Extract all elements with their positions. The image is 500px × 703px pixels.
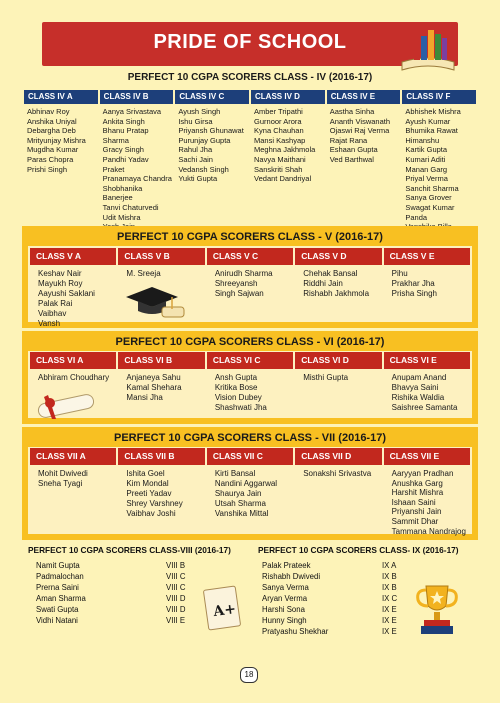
student-name: Anjaneya Sahu bbox=[126, 373, 181, 382]
list-item: Palak Prateek IX A bbox=[262, 561, 397, 570]
class4-heading: PERFECT 10 CGPA SCORERS CLASS - IV (2016-17) bbox=[127, 72, 373, 83]
student-name: Ojaswi Raj Verma bbox=[329, 126, 390, 136]
class-label: CLASS VI C bbox=[207, 352, 293, 369]
student-name: Udit Mishra bbox=[102, 212, 141, 222]
student-name: Abhinav Roy bbox=[27, 107, 70, 116]
student-name: Keshav Nair bbox=[38, 269, 82, 278]
student-name: Eshaan Gupta bbox=[329, 145, 378, 155]
class-label: CLASS IV C bbox=[175, 90, 249, 104]
student-name: Aaryyan Pradhan bbox=[391, 469, 454, 478]
student-name: Rishabh Jakhmola bbox=[303, 289, 370, 298]
class5-section bbox=[22, 226, 478, 328]
class-label: CLASS IV F bbox=[402, 90, 476, 104]
names-list bbox=[118, 369, 204, 403]
list-item: Namit Gupta VIII B bbox=[36, 561, 186, 570]
student-name: Gracy Singh bbox=[102, 145, 144, 155]
class5-heading: PERFECT 10 CGPA SCORERS CLASS - V (2016-17) bbox=[117, 231, 383, 243]
student-name: Priyanshi Jain bbox=[391, 507, 442, 517]
class-label: CLASS VII B bbox=[118, 448, 204, 465]
class5-col-a bbox=[30, 248, 116, 329]
class-label: CLASS VII D bbox=[295, 448, 381, 465]
class-label: CLASS VII E bbox=[384, 448, 470, 465]
student-name: Kim Mondal bbox=[126, 479, 169, 488]
class-label: CLASS VI B bbox=[118, 352, 204, 369]
student-name: Nandini Aggarwal bbox=[214, 479, 278, 488]
student-name: Shaurya Jain bbox=[214, 489, 262, 498]
class-label: CLASS V D bbox=[295, 248, 381, 265]
student-name: Singh Sajwan bbox=[214, 289, 264, 298]
class4-col-c bbox=[175, 90, 249, 232]
list-item: Padmalochan VIII C bbox=[36, 572, 186, 581]
student-name: Priyansh Ghunawat bbox=[178, 126, 244, 136]
class-label: CLASS V C bbox=[207, 248, 293, 265]
student-name: Mugdha Kumar bbox=[27, 145, 79, 155]
class-label: CLASS VI E bbox=[384, 352, 470, 369]
list-item: Hunny Singh IX E bbox=[262, 616, 397, 625]
student-name: Shrey Varshney bbox=[126, 499, 183, 508]
list-item: Aman Sharma VIII D bbox=[36, 594, 186, 603]
list-item: Pratyashu Shekhar IX E bbox=[262, 627, 397, 636]
class-label: CLASS IV E bbox=[327, 90, 401, 104]
names-list bbox=[402, 104, 476, 232]
names-list bbox=[327, 104, 401, 165]
student-name: Preeti Yadav bbox=[126, 489, 172, 498]
page-title: PRIDE OF SCHOOL bbox=[153, 31, 347, 53]
student-name: Sanskriti Shah bbox=[254, 164, 303, 174]
names-list bbox=[295, 465, 381, 479]
diploma-scroll-icon bbox=[30, 389, 100, 423]
student-name: Aayushi Saklani bbox=[38, 289, 95, 298]
list-item: Harshi Sona IX E bbox=[262, 605, 397, 614]
class-label: CLASS IV D bbox=[251, 90, 325, 104]
student-name: Chehak Bansal bbox=[303, 269, 358, 278]
student-name: Mansi Jha bbox=[126, 393, 163, 402]
student-name: Ansh Gupta bbox=[214, 373, 258, 382]
class6-section bbox=[22, 331, 478, 424]
class-label: CLASS VI D bbox=[295, 352, 381, 369]
student-name: Debargha Deb bbox=[27, 126, 76, 136]
student-name: Rishika Waldia bbox=[391, 393, 445, 402]
student-name: Gurnoor Arora bbox=[254, 116, 302, 126]
student-name: Ved Barthwal bbox=[329, 154, 374, 164]
student-name: Vansh bbox=[38, 319, 61, 328]
names-list bbox=[24, 104, 98, 174]
page-number: 18 bbox=[240, 667, 258, 683]
student-name: Prakhar Jha bbox=[391, 279, 435, 288]
class5-col-e bbox=[384, 248, 470, 329]
names-list bbox=[295, 369, 381, 383]
class9-heading: PERFECT 10 CGPA SCORERS CLASS- IX (2016-17) bbox=[258, 545, 459, 555]
list-item: Prerna Saini VIII C bbox=[36, 583, 186, 592]
class-label: CLASS VII C bbox=[207, 448, 293, 465]
student-name: Vaibhav bbox=[38, 309, 67, 318]
names-list bbox=[251, 104, 325, 184]
student-name: Utsah Sharma bbox=[214, 499, 266, 508]
student-name: Vaibhav Joshi bbox=[126, 509, 176, 518]
mortarboard-icon bbox=[126, 283, 186, 323]
class7-col-d bbox=[295, 448, 381, 536]
student-name: Kamal Shehara bbox=[126, 383, 182, 392]
student-name: Shreeyansh bbox=[214, 279, 258, 288]
student-name: Anushka Garg bbox=[391, 478, 443, 488]
class5-col-c bbox=[207, 248, 293, 329]
student-name: Bhumika Rawat bbox=[405, 126, 458, 136]
names-list bbox=[118, 265, 204, 279]
student-name: Bhavya Saini bbox=[391, 383, 439, 392]
student-name: Harshit Mishra bbox=[391, 488, 444, 498]
class-label: CLASS V E bbox=[384, 248, 470, 265]
names-list bbox=[384, 265, 470, 299]
student-name: Misthi Gupta bbox=[303, 373, 349, 382]
class-label: CLASS IV B bbox=[100, 90, 174, 104]
student-name: Tammana Nandrajog bbox=[391, 526, 466, 536]
class7-heading: PERFECT 10 CGPA SCORERS CLASS - VII (2016-17) bbox=[113, 432, 386, 444]
books-icon bbox=[400, 24, 456, 72]
student-name: Priyal Verma bbox=[405, 174, 448, 184]
student-name: Ayush Singh bbox=[178, 107, 221, 116]
list-item: Swati Gupta VIII D bbox=[36, 605, 186, 614]
class4-col-a bbox=[24, 90, 98, 232]
list-item: Vidhi Natani VIII E bbox=[36, 616, 186, 625]
class6-col-b bbox=[118, 352, 204, 428]
list-item: Rishabh Dwivedi IX B bbox=[262, 572, 397, 581]
names-list bbox=[118, 465, 204, 519]
student-name: Ishita Goel bbox=[126, 469, 165, 478]
class-label: CLASS VI A bbox=[30, 352, 116, 369]
student-name: Himanshu bbox=[405, 135, 440, 145]
student-name: Aastha Sinha bbox=[329, 107, 375, 116]
names-list bbox=[30, 369, 116, 383]
student-name: Abhiram Choudhary bbox=[38, 373, 110, 382]
student-name: Riddhi Jain bbox=[303, 279, 343, 288]
student-name: Abhishek Mishra bbox=[405, 107, 461, 116]
class5-col-d bbox=[295, 248, 381, 329]
student-name: Kartik Gupta bbox=[405, 145, 448, 155]
class-label: CLASS V A bbox=[30, 248, 116, 265]
names-list bbox=[295, 265, 381, 299]
student-name: Navya Maithani bbox=[254, 154, 306, 164]
student-name: Amber Tripathi bbox=[254, 107, 303, 116]
student-name: Mansi Kashyap bbox=[254, 135, 306, 145]
student-name: Vision Dubey bbox=[214, 393, 262, 402]
graded-paper-icon bbox=[200, 584, 244, 632]
student-name: Mayukh Roy bbox=[38, 279, 83, 288]
student-name: Prisha Singh bbox=[391, 289, 437, 298]
student-name: Sonakshi Srivastva bbox=[303, 469, 372, 478]
student-name: Pranamaya Chandra bbox=[102, 174, 172, 184]
list-item: Sanya Verma IX B bbox=[262, 583, 397, 592]
student-name: Sneha Tyagi bbox=[38, 479, 83, 488]
student-name: Vanshika Mittal bbox=[214, 509, 269, 518]
names-list bbox=[30, 265, 116, 329]
student-name: Aanya Srivastava bbox=[102, 107, 162, 116]
class7-col-e bbox=[384, 448, 470, 536]
class4-col-d bbox=[251, 90, 325, 232]
student-name: Ishaan Saini bbox=[391, 497, 436, 507]
class7-col-c bbox=[207, 448, 293, 536]
student-name: Paras Chopra bbox=[27, 154, 74, 164]
class-label: CLASS IV A bbox=[24, 90, 98, 104]
class-label: CLASS VII A bbox=[30, 448, 116, 465]
class5-col-b bbox=[118, 248, 204, 329]
names-list bbox=[384, 465, 470, 536]
class7-col-a bbox=[30, 448, 116, 536]
student-name: Palak Rai bbox=[38, 299, 73, 308]
names-list bbox=[384, 369, 470, 413]
student-name: Sachi Jain bbox=[178, 154, 213, 164]
student-name: M. Sreeja bbox=[126, 269, 161, 278]
names-list bbox=[207, 369, 293, 413]
student-name: Purunjay Gupta bbox=[178, 135, 231, 145]
student-name: Pihu bbox=[391, 269, 408, 278]
class4-col-f bbox=[402, 90, 476, 232]
student-name: Pandhi Yadav bbox=[102, 154, 149, 164]
student-name: Praket bbox=[102, 164, 125, 174]
student-name: Ananth Viswanath bbox=[329, 116, 391, 126]
student-name: Saishree Samanta bbox=[391, 403, 458, 412]
list-item: Aryan Verma IX C bbox=[262, 594, 398, 603]
student-name: Tanvi Chaturvedi bbox=[102, 202, 159, 212]
student-name: Manan Garg bbox=[405, 164, 448, 174]
class6-col-e bbox=[384, 352, 470, 428]
class8-heading: PERFECT 10 CGPA SCORERS CLASS-VIII (2016-17) bbox=[28, 545, 231, 555]
names-list bbox=[175, 104, 249, 184]
student-name: Vedant Dandriyal bbox=[254, 174, 312, 184]
student-name: Sanchit Sharma bbox=[405, 183, 459, 193]
student-name: Anshika Uniyal bbox=[27, 116, 77, 126]
title-banner bbox=[42, 22, 458, 66]
names-list bbox=[100, 104, 174, 232]
names-list bbox=[207, 465, 293, 519]
student-name: Shobhanika Banerjee bbox=[102, 183, 143, 203]
student-name: Ayush Kumar bbox=[405, 116, 451, 126]
class4-col-e bbox=[327, 90, 401, 232]
student-name: Meghna Jakhmola bbox=[254, 145, 316, 155]
student-name: Ankita Singh bbox=[102, 116, 145, 126]
class6-col-c bbox=[207, 352, 293, 428]
student-name: Swagat Kumar Panda bbox=[405, 202, 455, 222]
student-name: Sammit Dhar bbox=[391, 516, 439, 526]
class6-heading: PERFECT 10 CGPA SCORERS CLASS - VI (2016-17) bbox=[115, 336, 385, 348]
class6-col-d bbox=[295, 352, 381, 428]
student-name: Kritika Bose bbox=[214, 383, 258, 392]
class4-section bbox=[22, 70, 478, 230]
class-label: CLASS V B bbox=[118, 248, 204, 265]
student-name: Rahul Jha bbox=[178, 145, 213, 155]
student-name: Ishu Girsa bbox=[178, 116, 213, 126]
student-name: Sanya Grover bbox=[405, 193, 452, 203]
student-name: Shashwati Jha bbox=[214, 403, 267, 412]
class7-section bbox=[22, 427, 478, 540]
class4-col-b bbox=[100, 90, 174, 232]
student-name: Vedansh Singh bbox=[178, 164, 229, 174]
student-name: Mohit Dwivedi bbox=[38, 469, 88, 478]
student-name: Mrityunjay Mishra bbox=[27, 135, 86, 145]
student-name: Yukti Gupta bbox=[178, 174, 218, 184]
student-name: Kyna Chauhan bbox=[254, 126, 304, 136]
trophy-icon bbox=[412, 580, 462, 638]
student-name: Prishi Singh bbox=[27, 164, 68, 174]
student-name: Anupam Anand bbox=[391, 373, 447, 382]
class7-col-b bbox=[118, 448, 204, 536]
student-name: Kirti Bansal bbox=[214, 469, 256, 478]
student-name: Anirudh Sharma bbox=[214, 269, 273, 278]
student-name: Bhanu Pratap Sharma bbox=[102, 126, 149, 145]
names-list bbox=[207, 265, 293, 299]
names-list bbox=[30, 465, 116, 489]
grade-text: A+ bbox=[212, 601, 237, 621]
class6-col-a bbox=[30, 352, 116, 428]
student-name: Rajat Rana bbox=[329, 135, 368, 145]
student-name: Kumari Aditi bbox=[405, 154, 446, 164]
